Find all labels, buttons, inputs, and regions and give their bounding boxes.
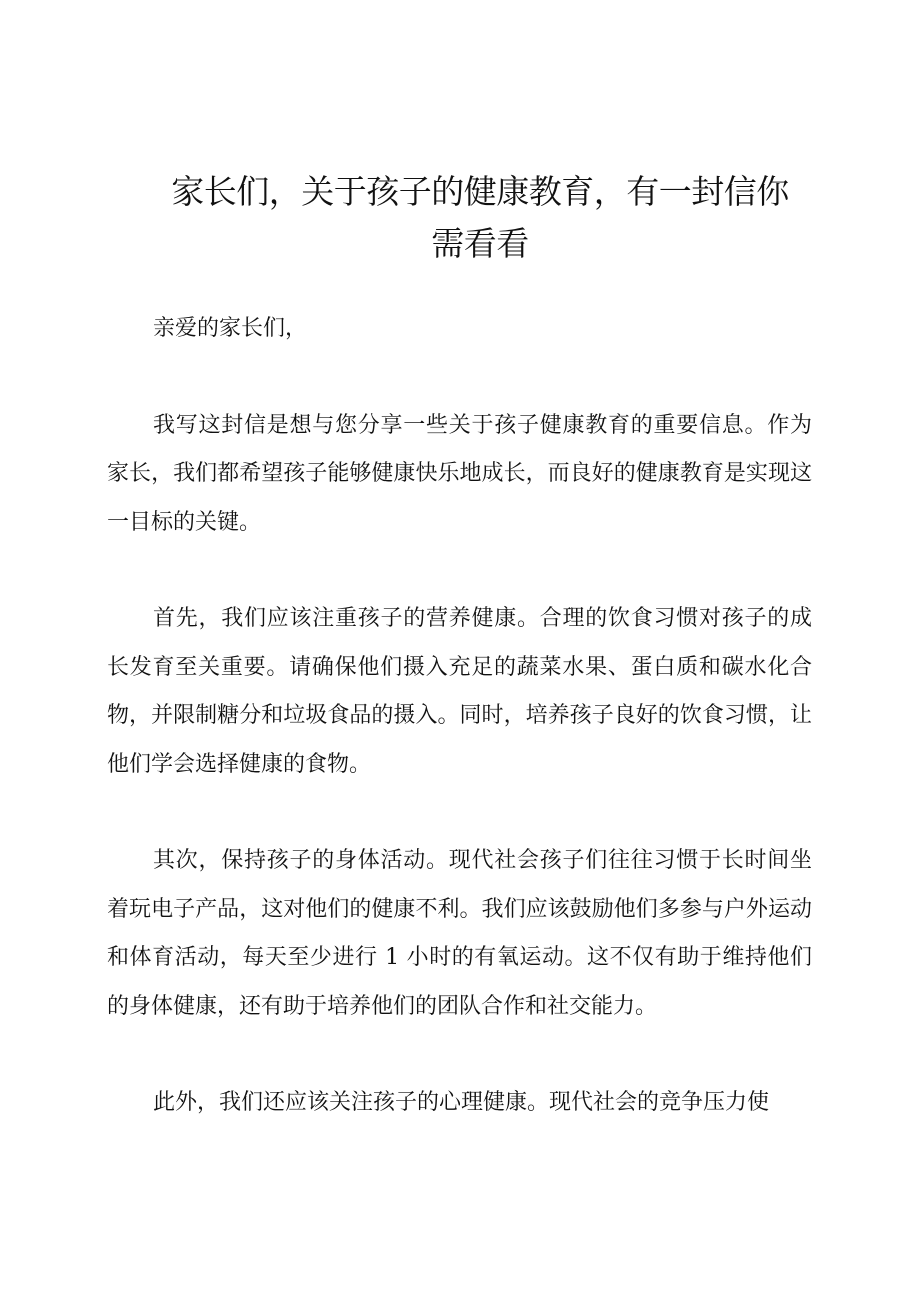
paragraph-mental-health: 此外，我们还应该关注孩子的心理健康。现代社会的竞争压力使 — [153, 1090, 770, 1115]
title-line-1: 家长们，关于孩子的健康教育，有一封信你 — [171, 172, 789, 211]
paragraph-activity: 其次，保持孩子的身体活动。现代社会孩子们往往习惯于长时间坐着玩电子产品，这对他们的健康不利。我们应该鼓励他们多参与户外运动和体育活动，每天至少进行 1 小时的有氧运动。这不仅有助于维持他们的身体健康，还有助于培养他们的团队合作和社交能力。 — [107, 848, 812, 1019]
paragraph-nutrition: 首先，我们应该注重孩子的营养健康。合理的饮食习惯对孩子的成长发育至关重要。请确保他们摄入充足的蔬菜水果、蛋白质和碳水化合物，并限制糖分和垃圾食品的摄入。同时，培养孩子良好的饮食习惯，让他们学会选择健康的食物。 — [107, 606, 812, 777]
title-line-2: 需看看 — [431, 224, 529, 263]
salutation: 亲爱的家长们， — [153, 316, 308, 341]
letter-body — [107, 305, 812, 1128]
document-title — [150, 166, 810, 270]
paragraph-intro: 我写这封信是想与您分享一些关于孩子健康教育的重要信息。作为家长，我们都希望孩子能够健康快乐地成长，而良好的健康教育是实现这一目标的关键。 — [107, 412, 812, 535]
